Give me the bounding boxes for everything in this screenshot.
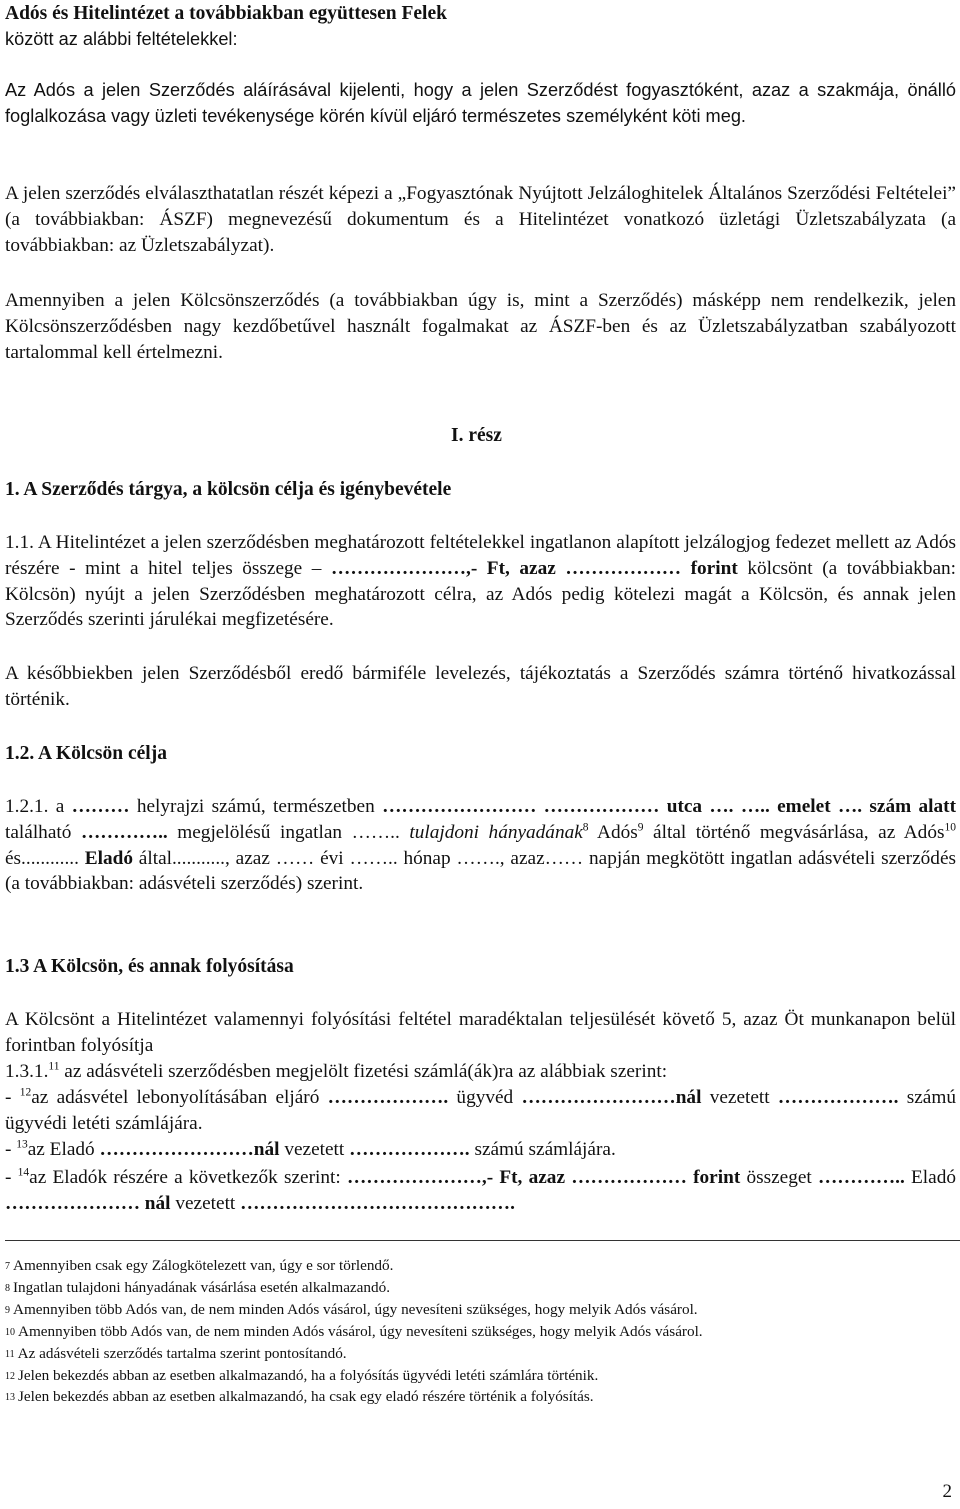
list-item-text: számú ügyvédi letéti számlájára. (5, 1087, 956, 1134)
section-1-3-heading: 1.3 A Kölcsön, és annak folyósítása (5, 956, 294, 977)
disbursement-item-sellers (5, 1165, 956, 1217)
footnote-text: Ingatlan tulajdoni hányadának vásárlása esetén alkalmazandó. (13, 1278, 390, 1296)
footnote-text: Amennyiben több Adós van, de nem minden Adós vásárol, úgy nevesíteni szükséges, hogy melyik Adós vásárol. (18, 1322, 703, 1340)
section-1-2-1-italic: tulajdoni hányadának (409, 821, 583, 843)
account-number-blank: ………………. (777, 1087, 899, 1108)
account-number-blank: ……………………………………. (240, 1192, 515, 1214)
footnote-ref-10: 10 (944, 821, 956, 834)
section-1-3-1-number: 1.3.1. (5, 1061, 49, 1082)
intro-paragraph-1: Az Adós a jelen Szerződés aláírásával kijelenti, hogy a jelen Szerződést fogyasztóként, azaz a szakmája, önálló foglalkozása vagy üzleti tevékenysége körén kívül eljáró természetes személyként köti meg. (5, 80, 956, 126)
section-1-1-text-c: kölcsönt (a továbbiakban: Kölcsön) nyújt a jelen Szerződésben meghatározott célra, az Adós pedig kötelezi magát a Kölcsön, és annak jelen Szerződés szerinti járulékai megfizetésére. (5, 557, 957, 631)
intro-paragraph-3: Amennyiben a jelen Kölcsönszerződés (a továbbiakban úgy is, mint a Szerződés) másképp nem rendelkezik, jelen Kölcsönszerződésben nagy kezdőbetűvel használt fogalmakat az ÁSZF-ben és az Üzletszabályzatban szabályozott tartalommal kell értelmezni. (5, 290, 956, 363)
footnote-item (5, 1321, 956, 1343)
footnote-text: Jelen bekezdés abban az esetben alkalmazandó, ha a folyósítás ügyvédi letéti számlára történik. (18, 1366, 599, 1384)
intro-title-line1: Adós és Hitelintézet a továbbiakban együttesen Felek (5, 3, 447, 24)
list-item-text: vezetett (284, 1139, 345, 1160)
section-1-1-paragraph (5, 530, 956, 633)
list-item-text: Eladó (911, 1167, 956, 1188)
footnote-ref-14: 14 (17, 1166, 30, 1179)
footnote-item (5, 1299, 956, 1321)
intro-paragraph-2: A jelen szerződés elválaszthatatlan részét képezi a „Fogyasztónak Nyújtott Jelzáloghitelek Általános Szerződési Feltételei” (a továbbiakban: ÁSZF) megnevezésű dokumentum és a Hitelintézet vonatkozó üzletági Üzletszabályzata (a továbbiakban: az Üzletszabályzat). (5, 183, 956, 256)
loan-amount-blank: …………………,- Ft, azaz ……………… forint (331, 557, 738, 579)
footnote-ref-9: 9 (637, 821, 644, 834)
intro-title-line2: között az alábbi feltételekkel: (5, 28, 238, 49)
blank: ……… (71, 796, 130, 817)
footnote-ref-11: 11 (48, 1060, 60, 1073)
list-item-text: vezetett (175, 1192, 236, 1214)
bank-name-blank: ……………………nál (521, 1087, 702, 1108)
section-1-3-1-paragraph (5, 1059, 956, 1085)
section-1-2-1-text: által történő megvásárlása, az Adós (653, 821, 945, 843)
section-1-1-paragraph-2: A későbbiekben jelen Szerződésből eredő bármiféle levelezés, tájékoztatás a Szerződés számra történő hivatkozással történik. (5, 663, 956, 710)
amount-blank: …………………,- Ft, azaz ……………… forint (346, 1167, 741, 1188)
list-item-text: az adásvétel lebonyolításában eljáró (31, 1087, 320, 1108)
footnote-number: 9 (5, 1304, 10, 1316)
seller-label: Eladó (84, 847, 133, 869)
bank-name-blank: ………………… nál (5, 1192, 171, 1214)
footnote-number: 7 (5, 1261, 10, 1272)
section-1-2-1-paragraph (5, 794, 956, 897)
list-item-text: összeget (746, 1167, 812, 1188)
part-title: I. rész (451, 425, 502, 446)
list-dash: - (5, 1167, 12, 1188)
document-page (5, 0, 956, 1509)
footnote-number: 8 (5, 1282, 10, 1294)
disbursement-item-seller (5, 1137, 956, 1163)
footnote-text: Jelen bekezdés abban az esetben alkalmazandó, ha csak egy eladó részére történik a folyósítás. (18, 1388, 594, 1406)
section-1-2-1-text: által..........., azaz …… évi …….. hónap ……., azaz…… napján megkötött ingatlan adásvételi szerződés (a továbbiakban: adásvételi szerződés) szerint. (5, 847, 957, 895)
footnote-divider (5, 1240, 960, 1241)
page-number: 2 (942, 1481, 952, 1502)
list-item-text: az Eladó (27, 1139, 95, 1160)
account-number-blank: ………………. (349, 1139, 470, 1160)
footnote-text: Amennyiben csak egy Zálogkötelezett van, úgy e sor törlendő. (13, 1257, 394, 1274)
section-1-3-paragraph: A Kölcsönt a Hitelintézet valamennyi folyósítási feltétel maradéktalan teljesülését követő 5, azaz Öt munkanapon belül forintban folyósítja (5, 1009, 956, 1056)
footnote-number: 10 (5, 1326, 15, 1338)
footnotes (5, 1240, 956, 1408)
section-1-2-1-text: helyrajzi számú, természetben (136, 796, 375, 817)
list-item-text: ügyvéd (456, 1087, 514, 1108)
footnote-list (5, 1255, 956, 1408)
disbursement-item-lawyer (5, 1085, 956, 1137)
blank: ………….. (80, 821, 168, 843)
section-1-2-heading: 1.2. A Kölcsön célja (5, 743, 167, 764)
section-1-2-1-text: Adós (597, 821, 638, 843)
section-1-2-1-text: található (5, 821, 72, 843)
footnote-number: 13 (5, 1392, 15, 1404)
footnote-number: 11 (5, 1348, 15, 1360)
list-item-text: vezetett (709, 1087, 770, 1108)
property-address-blank: …………………… ……………… utca …. ….. emelet …. szám alatt (382, 796, 956, 817)
footnote-item (5, 1386, 956, 1408)
section-1-2-1-text: megjelölésű ingatlan …….. (177, 821, 400, 843)
blank: ………………. (327, 1087, 449, 1108)
list-item-text: az Eladók részére a következők szerint: (29, 1167, 341, 1188)
list-dash: - (5, 1139, 12, 1160)
footnote-text: Amennyiben több Adós van, de nem minden Adós vásárol, úgy nevesíteni szükséges, hogy melyik Adós vásárol. (13, 1300, 698, 1318)
footnote-text: Az adásvételi szerződés tartalma szerint pontosítandó. (17, 1344, 347, 1362)
section-1-1-text-a: 1.1. A Hitelintézet a jelen szerződésben meghatározott feltételekkel ingatlanon alapított jelzálogjog fedezet mellett az Adós részére - mint a hitel teljes összege – (5, 532, 956, 579)
footnote-item (5, 1255, 956, 1277)
list-dash: - (5, 1087, 12, 1108)
footnote-ref-13: 13 (16, 1138, 28, 1151)
bank-name-blank: ……………………nál (99, 1139, 280, 1160)
section-1-2-1-text: 1.2.1. a (5, 796, 65, 817)
intro-title (5, 1, 956, 53)
list-item-text: számú számlájára. (474, 1139, 616, 1160)
footnote-number: 12 (5, 1370, 15, 1382)
footnote-ref-12: 12 (19, 1086, 32, 1099)
footnote-item (5, 1277, 956, 1299)
blank: ………….. (818, 1167, 905, 1188)
section-1-3-1-text: az adásvételi szerződésben megjelölt fizetési számlá(ák)ra az alábbiak szerint: (64, 1061, 668, 1082)
footnote-item (5, 1365, 956, 1387)
section-1-heading: 1. A Szerződés tárgya, a kölcsön célja és igénybevétele (5, 479, 452, 500)
section-1-2-1-text: és............ (5, 847, 79, 869)
footnote-ref-8: 8 (582, 821, 589, 834)
footnote-item (5, 1343, 956, 1365)
